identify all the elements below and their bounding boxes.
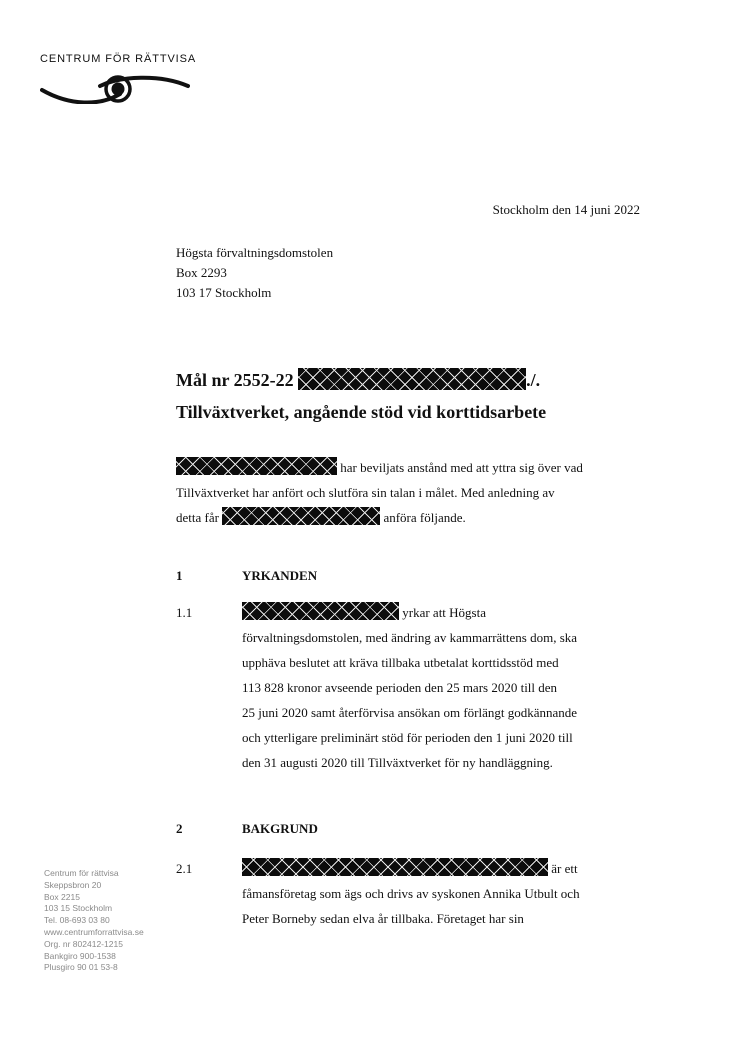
recipient-line: 103 17 Stockholm [176, 285, 272, 300]
paragraph-line: Peter Borneby sedan elva år tillbaka. Företaget har sin [242, 911, 524, 926]
case-separator: ./. [526, 370, 541, 390]
footer-contact [44, 868, 144, 974]
paragraph-line: och ytterligare preliminärt stöd för perioden den 1 juni 2020 till [242, 730, 573, 745]
paragraph-line: 113 828 kronor avseende perioden den 25 mars 2020 till den [242, 680, 558, 695]
footer-line: www.centrumforrattvisa.se [44, 926, 144, 937]
section-number: 2 [176, 821, 183, 836]
section-heading: YRKANDEN [242, 568, 318, 583]
footer-line: Bankgiro 900-1538 [44, 950, 116, 961]
paragraph-line: fåmansföretag som ägs och drivs av syskonen Annika Utbult och [242, 886, 580, 901]
footer-line: Plusgiro 90 01 53-8 [44, 962, 118, 973]
paragraph-number: 2.1 [176, 861, 193, 876]
intro-line: Tillväxtverket har anfört och slutföra sin talan i målet. Med anledning av [176, 485, 555, 500]
footer-line: Centrum för rättvisa [44, 868, 119, 878]
paragraph-line: upphäva beslutet att kräva tillbaka utbetalat korttidsstöd med [242, 655, 559, 670]
footer-line: Skeppsbron 20 [44, 879, 102, 890]
redaction-block [242, 858, 548, 876]
case-subtitle: Tillväxtverket, angående stöd vid korttidsarbete [176, 402, 547, 422]
section-number: 1 [176, 568, 183, 583]
intro-paragraph [176, 455, 646, 530]
intro-line: anföra följande. [383, 510, 466, 525]
footer-line: 103 15 Stockholm [44, 903, 113, 914]
paragraph-line: den 31 augusti 2020 till Tillväxtverket för ny handläggning. [242, 755, 553, 770]
footer-line: Tel. 08-693 03 80 [44, 915, 110, 926]
paragraph-line: yrkar att Högsta [402, 605, 487, 620]
intro-line: detta får [176, 510, 219, 525]
paragraph-line: är ett [551, 861, 578, 876]
intro-line: har beviljats anstånd med att yttra sig över vad [340, 460, 583, 475]
eye-logo-icon [40, 72, 190, 109]
paragraph-line: förvaltningsdomstolen, med ändring av kammarrättens dom, ska [242, 630, 578, 645]
redaction-block [222, 507, 380, 525]
paragraph-number: 1.1 [176, 605, 193, 620]
section-heading: BAKGRUND [242, 821, 318, 836]
case-title [176, 368, 540, 391]
redaction-block [176, 457, 337, 475]
footer-line: Box 2215 [44, 891, 80, 902]
redaction-block [242, 602, 399, 620]
recipient-line: Högsta förvaltningsdomstolen [176, 245, 334, 260]
section-paragraph [242, 856, 580, 931]
logo-wordmark: CENTRUM FÖR RÄTTVISA [40, 53, 197, 65]
recipient-line: Box 2293 [176, 265, 227, 280]
paragraph-line: 25 juni 2020 samt återförvisa ansökan om förlängt godkännande [242, 705, 578, 720]
case-number: Mål nr 2552-22 [176, 370, 294, 390]
recipient-address [176, 243, 333, 303]
section-paragraph [242, 600, 577, 775]
date-line: Stockholm den 14 juni 2022 [492, 202, 640, 217]
footer-line: Org. nr 802412-1215 [44, 938, 123, 949]
redaction-block [298, 368, 526, 390]
